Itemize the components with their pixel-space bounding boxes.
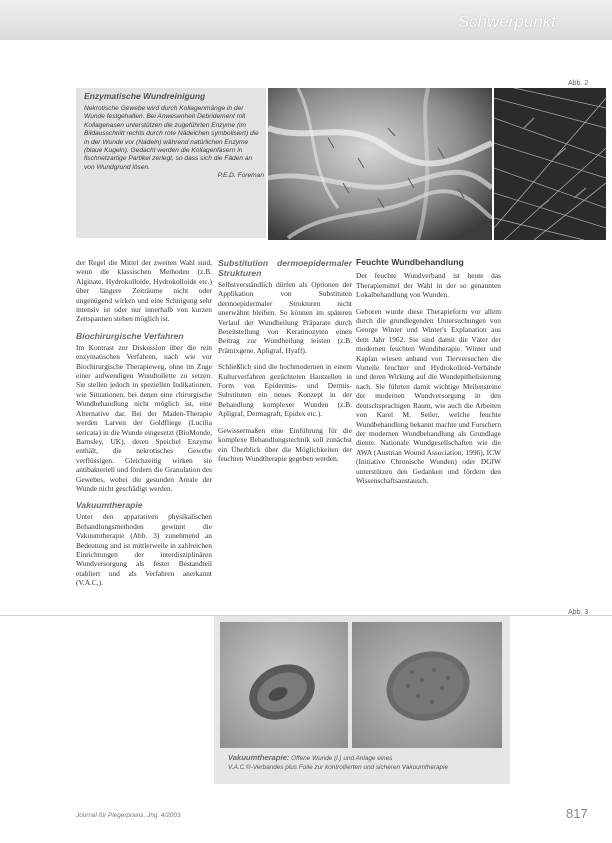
vac-dressing-photo [352,622,502,748]
text-column-1 [76,258,212,595]
col1-paragraph-2: Im Kontrast zur Diskussion über die rein enzymatischen Verfahren, nach wie vor Biochirurgische Therapieweg, ohne im Zuge einer aufwendigen Wundtoilette zu setzen. Sie stellen jedoch in speziellen Indikationen, wie Situationen, bei denen eine chirurgische Wundbehandlung nicht möglich ist, eine Alternative dar. Bei der Maden-Therapie werden Larven der Goldfliege (Lucilia sericata) in die Wunde eingesetzt (BioMonde, Barnsley, UK), deren Speichel Enzyme enthält, die nekrotisches Gewebe verflüssigen. Gleichzeitig wirken sie antibakteriell und fördern die Granulation des Gewebes, wobei die gesunden Areale der Wunde nicht geschädigt werden. [76,342,212,493]
heading-vacuum-therapy: Vakuumtherapie [76,500,143,511]
heading-moist-wound-care: Feuchte Wundbehandlung [356,257,464,267]
info-box-body [84,105,264,181]
vacuum-figure-caption [228,754,504,772]
open-wound-photo [220,622,348,748]
text-column-3 [356,258,501,492]
journal-footer: Journal für Plegerpraxis, Jhg. 4/2003 [76,812,181,819]
vacuum-caption-line-1: Offene Wunde (l.) und Anlage eines [291,755,393,762]
info-box-text: Nekrotische Gewebe wird durch Kollagenmänge in der Wunde festgehalten. Bei Anwesenheit Debridement mit Kollagenasen unterstützen die zugeführten Enzyme (im Bildausschnitt rechts durch rote Nädelchen symbolisiert) die in der Wunde vor (Nadeln) während natürlichen Enzyme (blaue Kugeln). Gedacht werden die Kollagenfasern in fischnetzartige Partikel zerlegt, so dass sich die Fäden an von Wundgrund lösen. [84,105,259,171]
collagen-fibre-closeup-photo [494,88,606,240]
col1-paragraph-1: der Regel die Mittel der zweiten Wahl sind, wenn die klassischen Methoden (z.B. Alginate, Hydrokolloide, Hydrokolloide etc.) über längere Zeiträume nicht oder ungenügend wirken und eine Schnigung sehr intensiv ist oder nur innerhalb von kurzen Zeitspannen stehen möglich ist. [76,258,212,324]
info-box-author: P.E.D. Foreman [217,172,264,180]
col2-paragraph-2: Schließlich sind die hochmodernen in einem Kulturverfahren gezüchteten Hautzellen in Form von Epidermis- und Dermis-Substituten ein neues Konzept in der Behandlung komplexer Wunden (z.B. Apligraf, Dermagraft, Epidex etc.). [218,362,352,419]
vacuum-caption-line-2: V.A.C.®-Verbandes plus Folie zur kontrollierten und sicheren Vakuumtherapie [228,763,449,771]
col1-paragraph-3: Unter den apparativen physikalischen Behandlungsmethoden gewinnt die Vakuumtherapie (Abb. 3) zunehmend an Bedeutung und ist mittlerweile in zahlreichen Einrichtungen der interdisziplinären Wundversorgung als fester Bestandteil etabliert und als Verfahren anerkannt (V.A.C.). [76,512,212,588]
info-box-title: Enzymatische Wundreinigung [84,91,206,101]
vacuum-caption-lead: Vakuumtherapie: [228,753,290,762]
figure-2-label: Abb. 2 [568,80,589,87]
col2-paragraph-3: Gewissermaßen eine Einführung für die komplexe Behandlungstechnik soll zunächst ein Überblick über die Möglichkeiten der feuchten Wundtherapie gegeben werden. [218,425,352,463]
col2-paragraph-1: Selbstverständlich dürfen als Optionen der Applikation von Substituten dermoepidermaler Strukturen nicht unerwähnt bleiben. So können im späteren Verlauf der Wundheilung Präparate durch Bereitstellung von Keratinozyten einen Beitrag zur Wundheilung leisten (z.B. Prämixgene, Apligraf, Hyaff). [218,280,352,355]
enzyme-fibre-photo [268,88,492,240]
text-column-2 [218,258,352,470]
col3-paragraph-2: Geboren wurde diese Therapieform vor allem durch die grundlegenden Untersuchungen von George Winter und Winter's Explanation aus dem Jahr 1962. Sie sind damit die Väter der modernen feuchten Wundtherapie. Winter und Kaplan wiesen anhand von Tierversuchen die Vorteile feuchter und Hydrokolloid-Verbände und deren Wirkung auf die Wundepithelisierung nach. Sie führten damit wichtige Meilensteine der modernen Wundversorgung in den deutschsprachigen Raum, wie auch die Arbeiten von Karel M. Seiler, welche feuchte Wundbehandlung bekannt machte und Forschern der modernen Wundbehandlung als Grundlage diente. Nationale Wundgesellschaften wie die AWA (Austrian Wound Association, 1996), ICW (Initiative Chronische Wunden) oder DGfW unterstützen den Gedanken und fördern den Wissenschaftsaustausch. [356,306,502,485]
col3-paragraph-1: Der feuchte Wundverband ist heute das Therapiemittel der Wahl in der so genannten Lokalbehandlung von Wunden. [356,271,501,300]
page-number: 817 [566,806,588,821]
heading-biosurgery: Biochirurgische Verfahren [76,330,184,341]
figure-3-label: Abb. 3 [568,609,589,616]
heading-substitution: Substitution dermoepidermaler Strukturen [218,258,352,278]
section-title: Schwerpunkt [457,12,556,31]
